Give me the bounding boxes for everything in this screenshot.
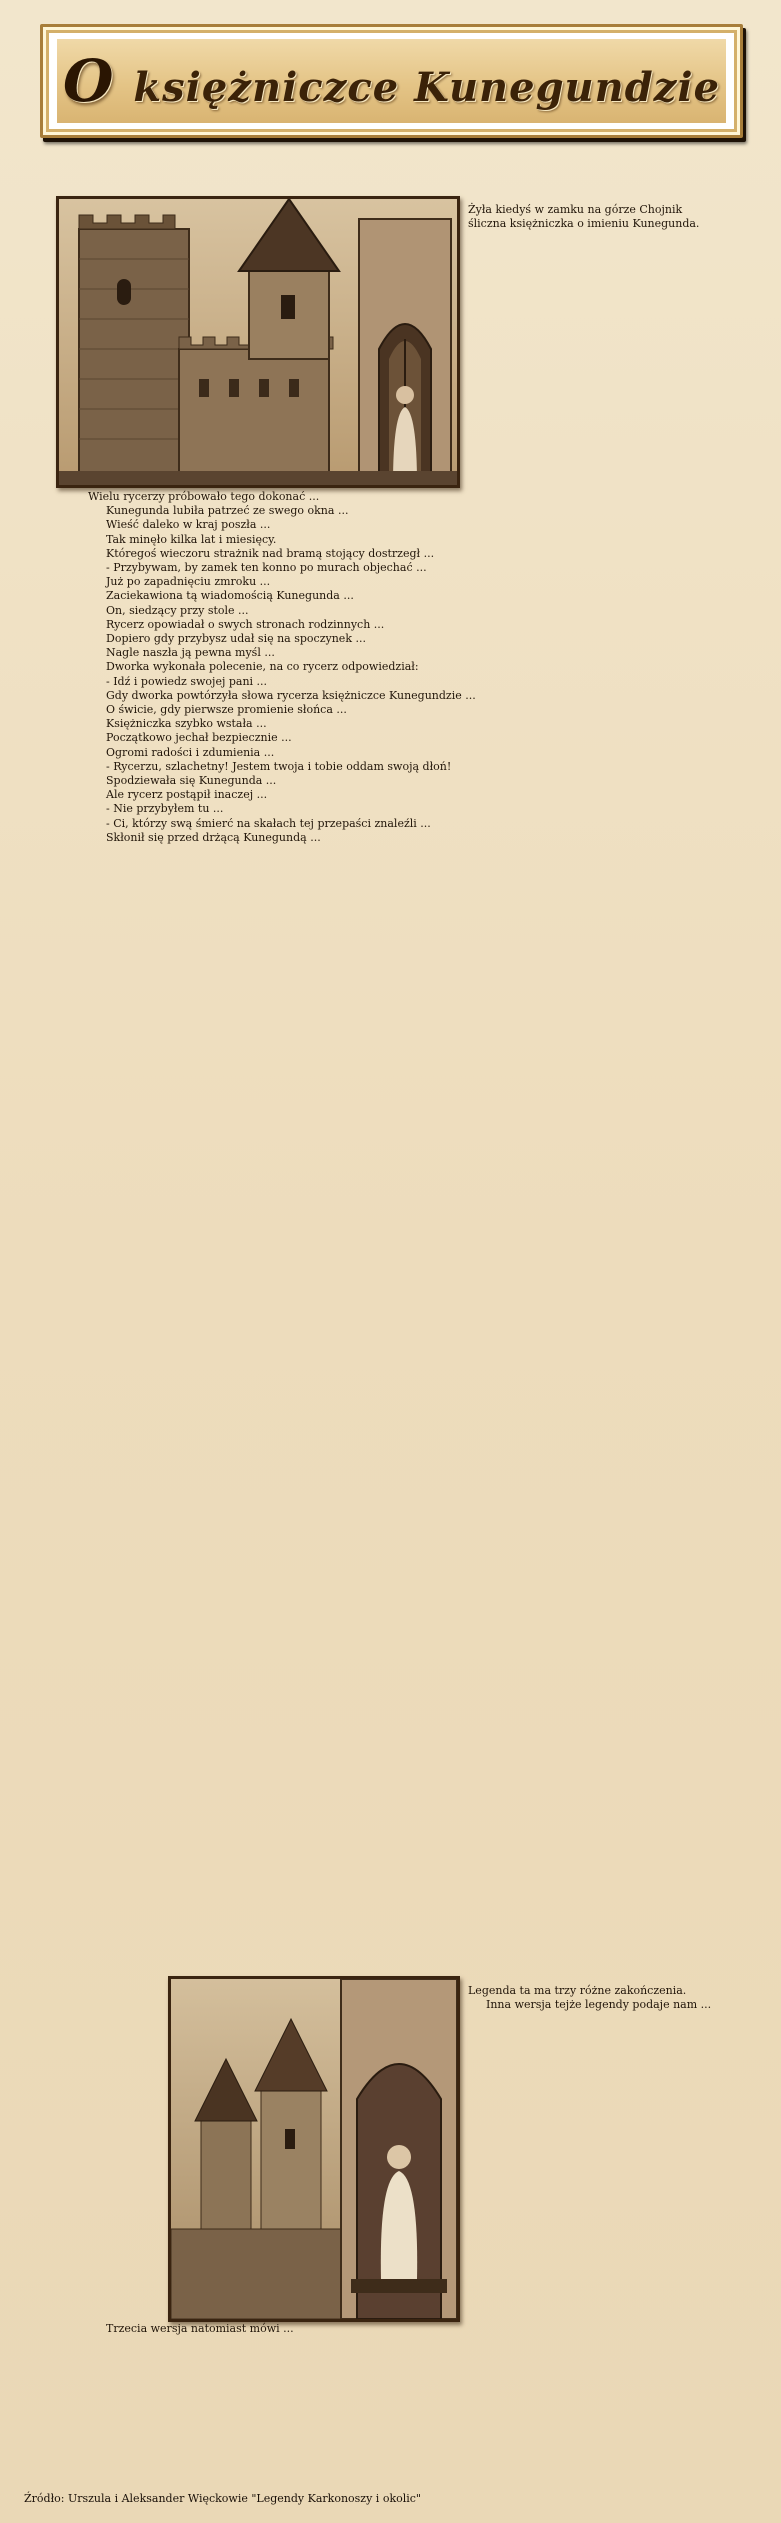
page-title	[63, 47, 720, 115]
story-paragraph: Legenda ta ma trzy różne zakończenia.	[468, 1984, 687, 1997]
story-paragraph: Wielu rycerzy próbowało tego dokonać ...	[88, 490, 320, 503]
story-paragraph: - Nie przybyłem tu ...	[106, 802, 224, 816]
tower-window-illustration	[168, 1976, 460, 2322]
story-paragraph: Któregoś wieczoru strażnik nad bramą stojący dostrzegł ...	[106, 546, 435, 560]
story-paragraph: Dopiero gdy przybysz udał się na spoczynek ...	[106, 632, 366, 646]
story-paragraph: Gdy dworka powtórzyła słowa rycerza księżniczce Kunegundzie ...	[106, 688, 476, 702]
castle-towers-illustration-icon	[59, 199, 457, 485]
title-banner	[40, 24, 743, 138]
story-endings-column	[468, 1984, 720, 2012]
title-initial-letter: O	[62, 47, 115, 115]
story-paragraph: - Ci, którzy swą śmierć na skałach tej przepaści znaleźli ...	[106, 816, 431, 830]
story-intro-column	[468, 203, 720, 231]
story-paragraph: Inna wersja tejże legendy podaje nam ...	[486, 1998, 712, 2012]
title-rest: księżniczce Kunegundzie	[118, 64, 721, 111]
story-paragraph: Rycerz opowiadał o swych stronach rodzinnych ...	[106, 617, 385, 631]
story-paragraph: Tak minęło kilka lat i miesięcy.	[106, 532, 277, 546]
story-paragraph: Początkowo jechał bezpiecznie ...	[106, 731, 292, 745]
story-paragraph: Nagle naszła ją pewna myśl ...	[106, 646, 275, 660]
source-citation: Źródło: Urszula i Aleksander Więckowie "Legendy Karkonoszy i okolic"	[24, 2492, 421, 2505]
tower-window-figure-illustration-icon	[171, 1979, 457, 2319]
story-paragraph: Kunegunda lubiła patrzeć ze swego okna ...	[106, 504, 349, 518]
castle-illustration	[56, 196, 460, 488]
story-paragraph: - Przybywam, by zamek ten konno po murach objechać ...	[106, 561, 427, 575]
story-paragraph: - Idź i powiedz swojej pani ...	[106, 674, 268, 688]
story-paragraph: O świcie, gdy pierwsze promienie słońca ...	[106, 703, 347, 717]
story-paragraph: Żyła kiedyś w zamku na górze Chojnik śliczna księżniczka o imieniu Kunegunda.	[468, 203, 700, 231]
story-paragraph: Trzecia wersja natomiast mówi ...	[106, 2322, 294, 2335]
story-final-column	[88, 2322, 720, 2336]
story-paragraph: Zaciekawiona tą wiadomością Kunegunda ...	[106, 589, 354, 603]
story-paragraph: On, siedzący przy stole ...	[106, 603, 249, 617]
story-paragraph: Już po zapadnięciu zmroku ...	[106, 575, 271, 589]
story-paragraph: - Rycerzu, szlachetny! Jestem twoja i tobie oddam swoją dłoń!	[106, 759, 452, 773]
story-paragraph: Ale rycerz postąpił inaczej ...	[106, 788, 268, 802]
story-paragraph: Skłonił się przed drżącą Kunegundą ...	[106, 830, 321, 844]
story-paragraph: Księżniczka szybko wstała ...	[106, 717, 267, 731]
title-banner-inner	[57, 39, 726, 123]
story-paragraph: Dworka wykonała polecenie, na co rycerz odpowiedział:	[106, 660, 419, 674]
story-paragraph: Spodziewała się Kunegunda ...	[106, 774, 277, 788]
story-main-column	[88, 490, 720, 845]
story-paragraph: Wieść daleko w kraj poszła ...	[106, 518, 271, 532]
story-paragraph: Ogromi radości i zdumienia ...	[106, 745, 275, 759]
